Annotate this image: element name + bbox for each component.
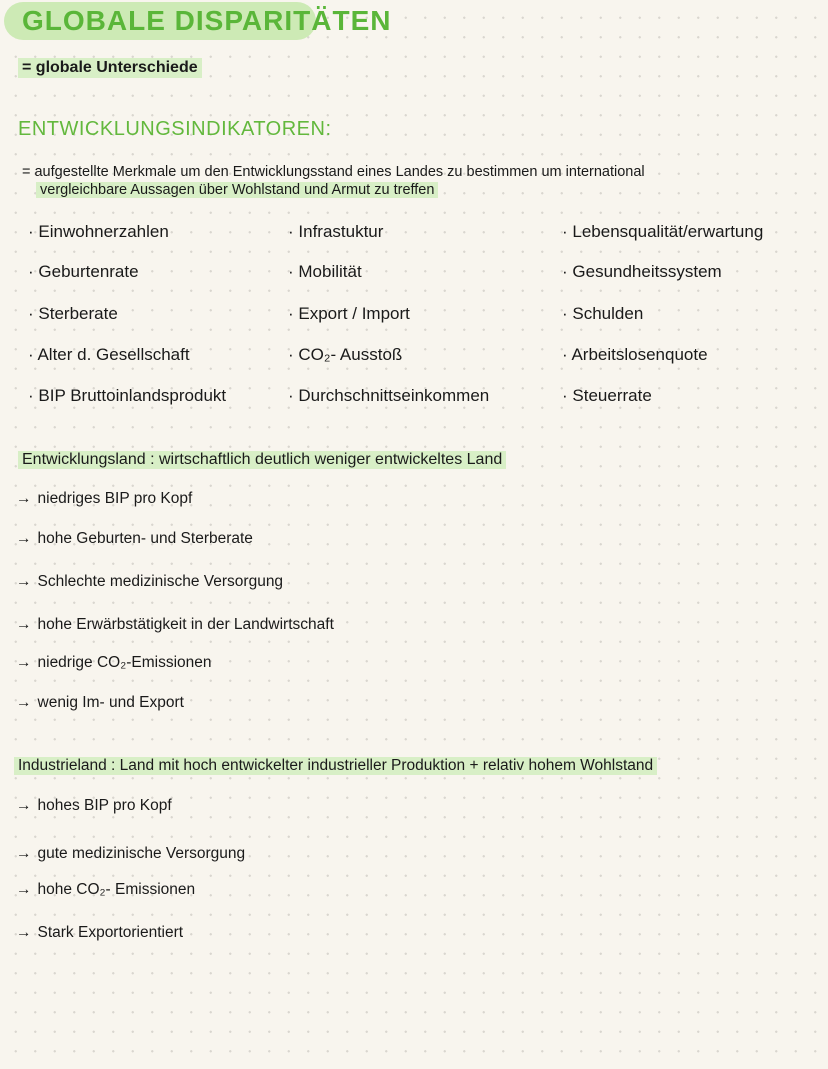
definition-line-2: vergleichbare Aussagen über Wohlstand und Armut zu treffen — [36, 182, 438, 198]
indicator-item: · Durchschnittseinkommen — [288, 386, 489, 406]
arrow-icon: → — [16, 924, 32, 941]
arrow-icon: → — [16, 530, 32, 547]
list-item — [16, 881, 195, 899]
indicator-item: · Lebensqualität/erwartung — [562, 222, 763, 242]
list-item-text: hohe CO₂- Emissionen — [37, 881, 196, 898]
list-item-text: hohes BIP pro Kopf — [37, 797, 172, 814]
definition-line-1: = aufgestellte Merkmale um den Entwicklungsstand eines Landes zu bestimmen um international — [22, 164, 645, 180]
arrow-icon: → — [16, 654, 32, 671]
subtitle: = globale Unterschiede — [18, 58, 202, 78]
arrow-icon: → — [16, 616, 32, 633]
arrow-icon: → — [16, 797, 32, 814]
list-item-text: Schlechte medizinische Versorgung — [37, 573, 284, 590]
indicator-item: · Geburtenrate — [28, 262, 139, 282]
list-item — [16, 654, 212, 672]
arrow-icon: → — [16, 845, 32, 862]
indicator-item: · CO₂- Ausstoß — [288, 345, 402, 365]
indicator-item: · Sterberate — [28, 304, 118, 324]
arrow-icon: → — [16, 881, 32, 898]
list-item — [16, 573, 283, 591]
industrieland-definition: Industrieland : Land mit hoch entwickelter industrieller Produktion + relativ hohem Wohlstand — [14, 757, 657, 775]
list-item — [16, 530, 253, 548]
section-heading: ENTWICKLUNGSINDIKATOREN: — [18, 118, 332, 140]
list-item — [16, 845, 245, 863]
list-item-text: hohe Geburten- und Sterberate — [37, 530, 253, 547]
page-title: GLOBALE DISPARITÄTEN — [22, 5, 392, 36]
indicator-item: · Arbeitslosenquote — [562, 345, 708, 365]
indicator-item: · Steuerrate — [562, 386, 652, 406]
indicator-item: · Infrastuktur — [288, 222, 383, 242]
indicator-item: · Gesundheitssystem — [562, 262, 722, 282]
list-item — [16, 694, 184, 712]
list-item-text: gute medizinische Versorgung — [37, 845, 246, 862]
arrow-icon: → — [16, 694, 32, 711]
list-item-text: wenig Im- und Export — [37, 694, 184, 711]
arrow-icon: → — [16, 490, 32, 507]
list-item-text: hohe Erwärbstätigkeit in der Landwirtschaft — [37, 616, 334, 633]
indicator-item: · BIP Bruttoinlandsprodukt — [28, 386, 226, 406]
arrow-icon: → — [16, 573, 32, 590]
list-item — [16, 924, 183, 942]
list-item — [16, 616, 334, 634]
entwicklungsland-definition: Entwicklungsland : wirtschaftlich deutlich weniger entwickeltes Land — [18, 451, 506, 469]
indicator-item: · Mobilität — [288, 262, 362, 282]
indicator-item: · Schulden — [562, 304, 643, 324]
list-item — [16, 797, 172, 815]
list-item-text: Stark Exportorientiert — [37, 924, 184, 941]
indicator-item: · Export / Import — [288, 304, 410, 324]
list-item — [16, 490, 192, 508]
list-item-text: niedrige CO₂-Emissionen — [37, 654, 212, 671]
list-item-text: niedriges BIP pro Kopf — [37, 490, 193, 507]
indicator-item: · Alter d. Gesellschaft — [28, 345, 190, 365]
indicator-item: · Einwohnerzahlen — [28, 222, 169, 242]
